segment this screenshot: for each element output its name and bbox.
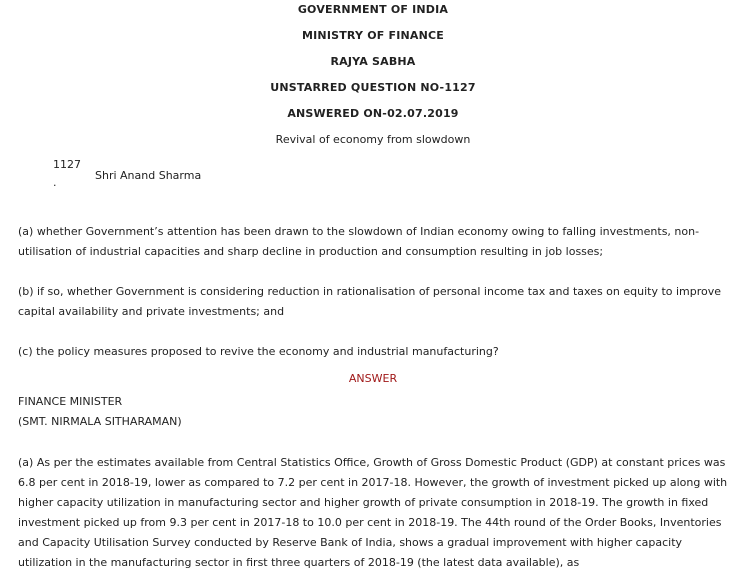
dot-marker: .: [53, 176, 57, 189]
question-part-c: (c) the policy measures proposed to revive the economy and industrial manufacturing?: [18, 345, 499, 358]
question-subject: Revival of economy from slowdown: [275, 133, 471, 146]
question-part-b: (b) if so, whether Government is considering reduction in rationalisation of personal income tax and taxes on equity to improve capital availability and private investments; and: [18, 285, 722, 318]
header-ministry: MINISTRY OF FINANCE: [301, 29, 445, 42]
header-house: RAJYA SABHA: [330, 55, 416, 68]
member-name: Shri Anand Sharma: [95, 169, 202, 182]
answer-part-a: (a) As per the estimates available from Central Statistics Office, Growth of Gross Domestic Product (GDP) at constant prices was 6.8 per cent in 2018-19, lower as compared to 7.2 per cent in 2017-18. However, the growth of investment picked up along with higher capacity utilization in manufacturing sector and higher growth of private consumption in 2018-19. The growth in fixed investment picked up from 9.3 per cent in 2017-18 to 10.0 per cent in 2018-19. The 44th round of the Order Books, Inventories and Capacity Utilisation Survey conducted by Reserve Bank of India, shows a gradual improvement with higher capacity utilization in the manufacturing sector in first three quarters of 2018-19 (the latest data available), as: [18, 456, 728, 569]
minister-title: FINANCE MINISTER: [18, 395, 123, 408]
question-number: 1127: [53, 158, 81, 171]
header-question-number: UNSTARRED QUESTION NO-1127: [270, 81, 476, 94]
minister-name: (SMT. NIRMALA SITHARAMAN): [18, 415, 182, 428]
question-part-a: (a) whether Government’s attention has been drawn to the slowdown of Indian economy owing to falling investments, non-utilisation of industrial capacities and sharp decline in production and consumption resulting in job losses;: [18, 225, 700, 258]
header-government: GOVERNMENT OF INDIA: [297, 3, 449, 16]
header-answered-date: ANSWERED ON-02.07.2019: [287, 107, 459, 120]
answer-heading: ANSWER: [348, 372, 398, 385]
